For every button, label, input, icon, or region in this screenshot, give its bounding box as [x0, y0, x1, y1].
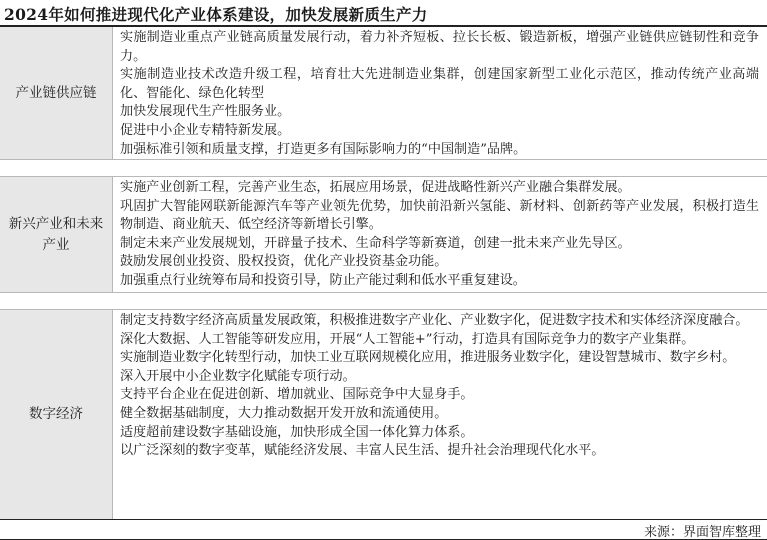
section-supply-chain [0, 27, 767, 160]
source-note: 来源：界面智库整理 [643, 525, 761, 540]
list-item: 制定未来产业发展规划，开辟量子技术、生命科学等新赛道，创建一批未来产业先导区。 [120, 235, 631, 251]
list-item: 深入开展中小企业数字化赋能专项行动。 [120, 368, 356, 384]
list-item: 实施制造业重点产业链高质量发展行动，着力补齐短板、拉长长板、锻造新板，增强产业链供应链韧性和竞争力。 [120, 30, 759, 64]
list-item: 加快发展现代生产性服务业。 [120, 104, 291, 120]
section-label: 数字经济 [0, 310, 113, 519]
list-item: 加强重点行业统筹布局和投资引导，防止产能过剩和低水平重复建设。 [120, 272, 526, 288]
list-item: 加强标准引领和质量支撑，打造更多有国际影响力的“中国制造”品牌。 [120, 141, 527, 157]
section-digital-economy [0, 309, 767, 519]
list-item: 巩固扩大智能网联新能源汽车等产业领先优势，加快前沿新兴氢能、新材料、创新药等产业发展，积极打造生物制造、商业航天、低空经济等新增长引擎。 [120, 198, 759, 233]
section-gap [0, 293, 767, 309]
list-item: 支持平台企业在促进创新、增加就业、国际竞争中大显身手。 [120, 387, 474, 403]
section-emerging-industries [0, 176, 767, 293]
list-item: 实施制造业技术改造升级工程，培育壮大先进制造业集群，创建国家新型工业化示范区，推动传统产业高端化、智能化、绿色化转型 [120, 67, 759, 101]
section-gap [0, 160, 767, 176]
list-item: 促进中小企业专精特新发展。 [120, 122, 291, 138]
footer [0, 519, 767, 540]
title-bar [0, 0, 767, 27]
list-item: 深化大数据、人工智能等研发应用，开展“人工智能+”行动，打造具有国际竞争力的数字产业集群。 [120, 331, 695, 347]
section-body [113, 310, 767, 519]
list-item: 适度超前建设数字基础设施，加快形成全国一体化算力体系。 [120, 424, 474, 440]
list-item: 以广泛深刻的数字变革，赋能经济发展、丰富人民生活、提升社会治理现代化水平。 [120, 443, 605, 459]
list-item: 健全数据基础制度，大力推动数据开发开放和流通使用。 [120, 405, 448, 421]
section-body [113, 177, 767, 292]
list-item: 实施制造业数字化转型行动，加快工业互联网规模化应用，推进服务业数字化，建设智慧城市、数字乡村。 [120, 350, 736, 366]
section-label: 新兴产业和未来产业 [0, 177, 113, 292]
section-label: 产业链供应链 [0, 27, 113, 159]
page-title: 2024年如何推进现代化产业体系建设，加快发展新质生产力 [4, 5, 428, 24]
list-item: 实施产业创新工程，完善产业生态，拓展应用场景，促进战略性新兴产业融合集群发展。 [120, 180, 631, 195]
section-body [113, 27, 767, 159]
list-item: 制定支持数字经济高质量发展政策，积极推进数字产业化、产业数字化，促进数字技术和实体经济深度融合。 [120, 313, 749, 328]
list-item: 鼓励发展创业投资、股权投资，优化产业投资基金功能。 [120, 254, 448, 270]
